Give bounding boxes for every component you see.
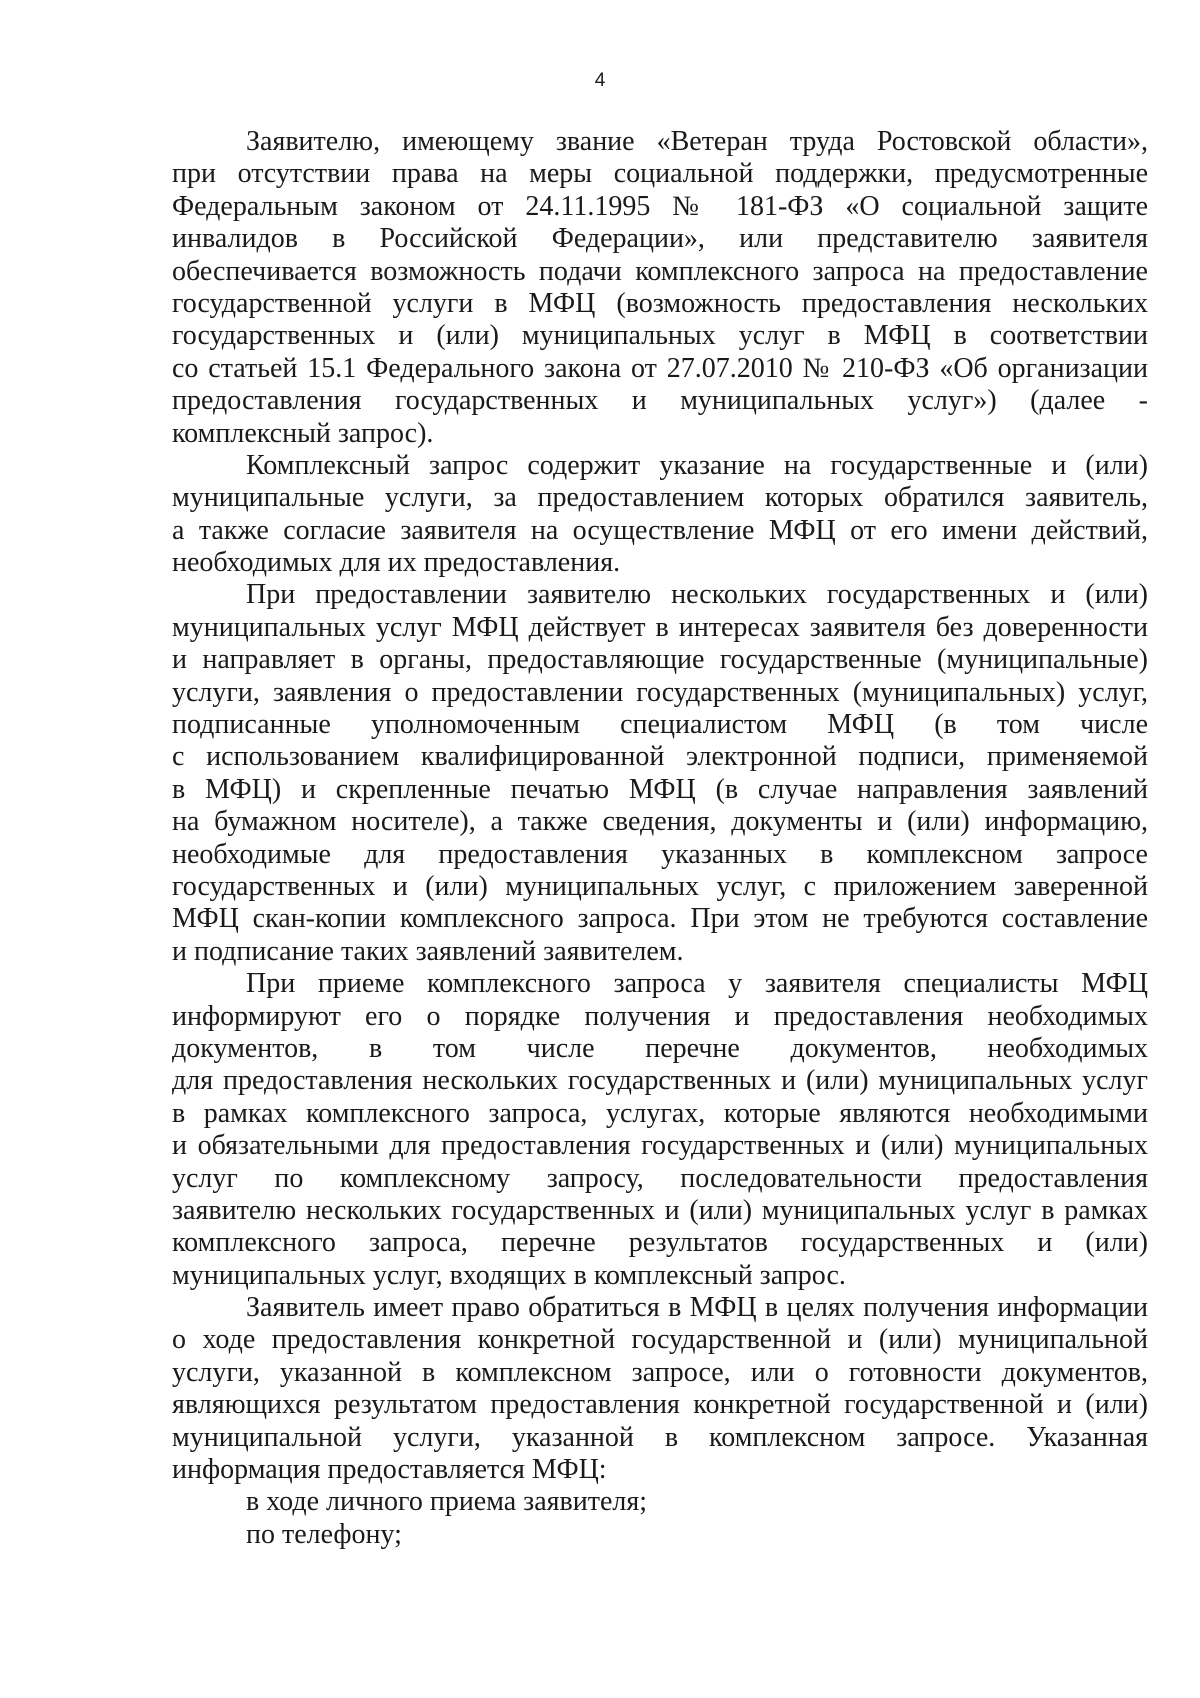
paragraph [172, 126, 1148, 450]
text-line: государственных и (или) муниципальных услуг в МФЦ в соответствии [172, 320, 1148, 352]
text-line: информация предоставляется МФЦ: [172, 1454, 607, 1486]
text-line: обеспечивается возможность подачи комплексного запроса на предоставление [172, 255, 1148, 287]
text-line: предоставления государственных и муниципальных услуг») (далее - [172, 385, 1148, 417]
text-line: МФЦ скан-копии комплексного запроса. При этом не требуются составление [172, 903, 1148, 935]
text-line: услуги, указанной в комплексном запросе, или о готовности документов, [172, 1356, 1148, 1388]
text-line: услуг по комплексному запросу, последовательности предоставления [172, 1162, 1148, 1194]
text-line: документов, в том числе перечне документов, необходимых [172, 1032, 1148, 1064]
text-line: в ходе личного приема заявителя; [246, 1486, 648, 1518]
text-line: о ходе предоставления конкретной государственной и (или) муниципальной [172, 1324, 1148, 1356]
paragraph [172, 968, 1148, 1292]
paragraph [172, 579, 1148, 968]
text-line: услуги, заявления о предоставлении государственных (муниципальных) услуг, [172, 676, 1148, 708]
page-number: 4 [594, 70, 606, 91]
text-line: подписанные уполномоченным специалистом МФЦ (в том числе [172, 709, 1148, 741]
document-body [172, 126, 1148, 1551]
text-line: заявителю нескольких государственных и (или) муниципальных услуг в рамках [172, 1194, 1148, 1226]
text-line: необходимых для их предоставления. [172, 547, 621, 579]
text-line: При приеме комплексного запроса у заявителя специалисты МФЦ [246, 968, 1148, 1000]
text-line: муниципальных услуг МФЦ действует в интересах заявителя без доверенности [172, 611, 1148, 643]
text-line: государственной услуги в МФЦ (возможность предоставления нескольких [172, 287, 1148, 319]
text-line: в рамках комплексного запроса, услугах, которые являются необходимыми [172, 1097, 1148, 1129]
text-line: по телефону; [246, 1518, 402, 1550]
text-line: при отсутствии права на меры социальной поддержки, предусмотренные [172, 158, 1148, 190]
text-line: муниципальные услуги, за предоставлением которых обратился заявитель, [172, 482, 1148, 514]
text-line: Заявителю, имеющему звание «Ветеран труда Ростовской области», [246, 126, 1148, 157]
paragraph [172, 450, 1148, 580]
text-line: а также согласие заявителя на осуществление МФЦ от его имени действий, [172, 514, 1148, 546]
text-line: информируют его о порядке получения и предоставления необходимых [172, 1000, 1148, 1032]
text-line: Федеральным законом от 24.11.1995 № 181-ФЗ «О социальной защите [172, 190, 1148, 222]
text-line: Комплексный запрос содержит указание на государственные и (или) [246, 449, 1148, 481]
text-line: со статьей 15.1 Федерального закона от 27.07.2010 № 210-ФЗ «Об организации [172, 352, 1148, 384]
text-line: и обязательными для предоставления государственных и (или) муниципальных [172, 1130, 1148, 1162]
paragraph [172, 1292, 1148, 1486]
text-line: и подписание таких заявлений заявителем. [172, 935, 684, 967]
text-line: государственных и (или) муниципальных услуг, с приложением заверенной [172, 870, 1148, 902]
text-line: комплексного запроса, перечне результатов государственных и (или) [172, 1227, 1148, 1259]
text-line: муниципальных услуг, входящих в комплексный запрос. [172, 1259, 846, 1291]
text-line: и направляет в органы, предоставляющие государственные (муниципальные) [172, 644, 1148, 676]
text-line: необходимые для предоставления указанных в комплексном запросе [172, 838, 1148, 870]
text-line: являющихся результатом предоставления конкретной государственной и (или) [172, 1389, 1148, 1421]
text-line: При предоставлении заявителю нескольких государственных и (или) [246, 579, 1148, 611]
text-line: Заявитель имеет право обратиться в МФЦ в целях получения информации [246, 1292, 1148, 1324]
paragraph [172, 1519, 1148, 1551]
text-line: инвалидов в Российской Федерации», или представителю заявителя [172, 223, 1148, 255]
text-line: с использованием квалифицированной электронной подписи, применяемой [172, 741, 1148, 773]
text-line: муниципальной услуги, указанной в комплексном запросе. Указанная [172, 1421, 1148, 1453]
text-line: на бумажном носителе), а также сведения, документы и (или) информацию, [172, 806, 1148, 838]
paragraph [172, 1486, 1148, 1518]
text-line: для предоставления нескольких государственных и (или) муниципальных услуг [172, 1065, 1148, 1097]
text-line: комплексный запрос). [172, 417, 434, 449]
text-line: в МФЦ) и скрепленные печатью МФЦ (в случае направления заявлений [172, 773, 1148, 805]
